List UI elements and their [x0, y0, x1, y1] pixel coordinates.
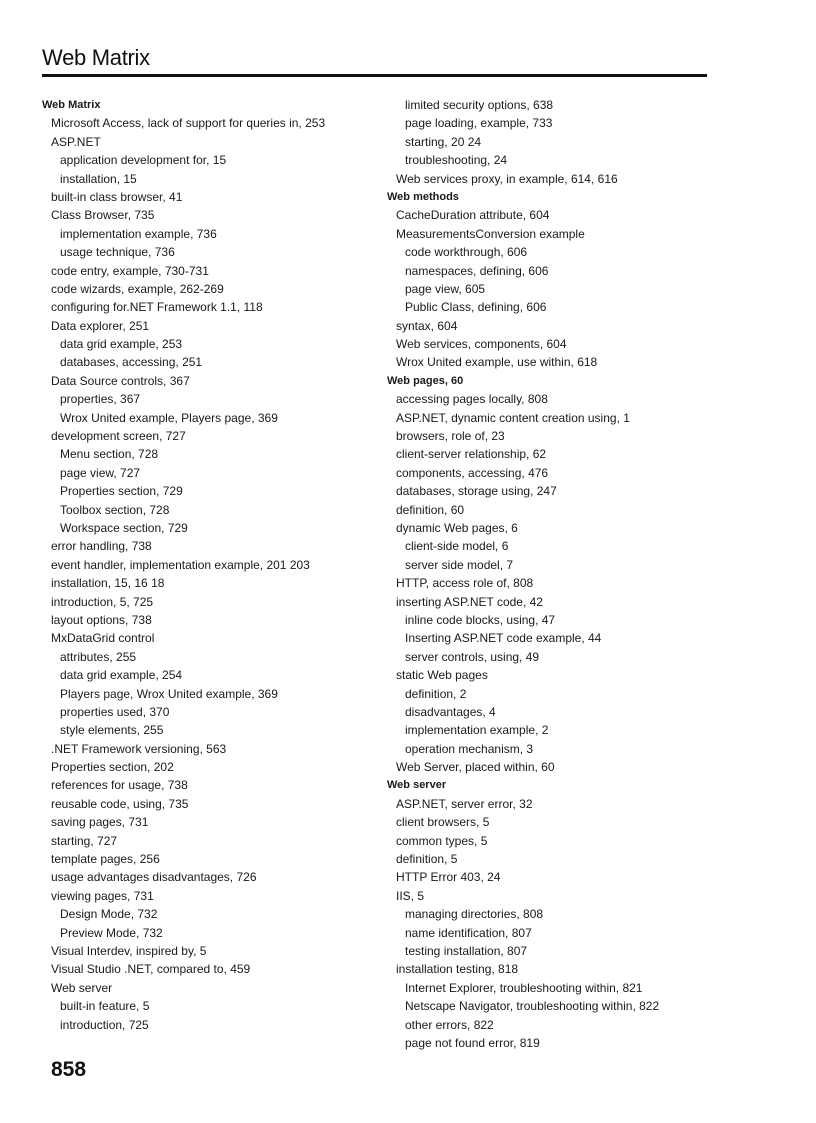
index-entry: accessing pages locally, 808 [396, 392, 548, 407]
index-subentry: data grid example, 254 [60, 668, 183, 683]
index-entry: IIS, 5 [396, 888, 425, 903]
index-entry: common types, 5 [396, 833, 488, 848]
index-entry: .NET Framework versioning, 563 [51, 741, 227, 756]
index-heading: Web Matrix [42, 99, 101, 111]
index-subentry: Players page, Wrox United example, 369 [60, 686, 278, 701]
index-entry: template pages, 256 [51, 852, 160, 867]
index-entry: ASP.NET, server error, 32 [396, 796, 533, 811]
index-subentry: properties used, 370 [60, 704, 170, 719]
index-subentry: application development for, 15 [60, 153, 227, 168]
index-subentry: managing directories, 808 [405, 907, 544, 922]
index-entry: HTTP, access role of, 808 [396, 576, 534, 591]
index-subentry: introduction, 725 [60, 1017, 149, 1032]
header-rule [42, 74, 707, 77]
index-subentry: Public Class, defining, 606 [405, 300, 547, 315]
index-subentry: page not found error, 819 [405, 1035, 540, 1050]
index-subentry: page loading, example, 733 [405, 116, 553, 131]
index-subentry: Inserting ASP.NET code example, 44 [405, 631, 602, 646]
index-entry: references for usage, 738 [51, 778, 188, 793]
index-subentry: Netscape Navigator, troubleshooting within, 822 [405, 999, 660, 1014]
index-subentry: namespaces, defining, 606 [405, 263, 549, 278]
index-subentry: code workthrough, 606 [405, 245, 528, 260]
index-subentry: disadvantages, 4 [405, 704, 496, 719]
index-subentry: implementation example, 736 [60, 226, 217, 241]
index-subentry: inline code blocks, using, 47 [405, 612, 556, 627]
index-entry: dynamic Web pages, 6 [396, 520, 518, 535]
index-subentry: properties, 367 [60, 392, 141, 407]
index-entry: client-server relationship, 62 [396, 447, 547, 462]
index-entry: code entry, example, 730-731 [51, 263, 209, 278]
index-subentry: Workspace section, 729 [60, 520, 188, 535]
index-subentry: starting, 20 24 [405, 134, 482, 149]
index-subentry: server controls, using, 49 [405, 649, 540, 664]
index-entry: Visual Studio .NET, compared to, 459 [51, 962, 251, 977]
index-subentry: definition, 2 [405, 686, 467, 701]
index-entry: saving pages, 731 [51, 815, 149, 830]
index-subentry: page view, 605 [405, 281, 486, 296]
index-entry: Web Server, placed within, 60 [396, 760, 555, 775]
index-subentry: Wrox United example, Players page, 369 [60, 410, 278, 425]
index-entry: inserting ASP.NET code, 42 [396, 594, 543, 609]
index-entry: layout options, 738 [51, 612, 152, 627]
index-entry: databases, storage using, 247 [396, 484, 557, 499]
index-entry: Web server [51, 980, 113, 995]
index-entry: event handler, implementation example, 201 203 [51, 557, 310, 572]
index-subentry: usage technique, 736 [60, 245, 175, 260]
index-entry: MeasurementsConversion example [396, 226, 585, 241]
index-entry: introduction, 5, 725 [51, 594, 154, 609]
index-heading: Web methods [387, 190, 459, 203]
index-entry: Data Source controls, 367 [51, 373, 190, 388]
index-entry: ASP.NET [51, 134, 101, 149]
index-heading: Web server [387, 779, 447, 792]
index-entry: Class Browser, 735 [51, 208, 155, 223]
index-subentry: implementation example, 2 [405, 723, 549, 738]
index-subentry: other errors, 822 [405, 1017, 494, 1032]
index-subentry: limited security options, 638 [405, 98, 554, 112]
index-subentry: Toolbox section, 728 [60, 502, 170, 517]
index-subentry: operation mechanism, 3 [405, 741, 534, 756]
index-entry: Visual Interdev, inspired by, 5 [51, 943, 207, 958]
index-column-right [387, 96, 717, 1052]
index-column-left [42, 96, 382, 1034]
index-entry: definition, 5 [396, 852, 458, 867]
index-entry: HTTP Error 403, 24 [396, 870, 501, 885]
index-subentry: attributes, 255 [60, 649, 137, 664]
index-entry: Properties section, 202 [51, 760, 174, 775]
index-entry: client browsers, 5 [396, 815, 490, 830]
index-entry: starting, 727 [51, 833, 118, 848]
index-subentry: Internet Explorer, troubleshooting within, 821 [405, 980, 643, 995]
index-entry: development screen, 727 [51, 429, 186, 444]
index-subentry: name identification, 807 [405, 925, 532, 940]
index-entry: reusable code, using, 735 [51, 796, 189, 811]
index-entry: CacheDuration attribute, 604 [396, 208, 550, 223]
index-entry: browsers, role of, 23 [396, 429, 505, 444]
index-subentry: client-side model, 6 [405, 539, 509, 554]
index-subentry: testing installation, 807 [405, 943, 528, 958]
index-entry: usage advantages disadvantages, 726 [51, 870, 257, 885]
index-entry: definition, 60 [396, 502, 465, 517]
index-entry: MxDataGrid control [51, 631, 155, 646]
index-entry: error handling, 738 [51, 539, 152, 554]
index-entry: code wizards, example, 262-269 [51, 281, 224, 296]
index-entry: static Web pages [396, 668, 488, 683]
index-entry: ASP.NET, dynamic content creation using, 1 [396, 410, 630, 425]
index-subentry: Menu section, 728 [60, 447, 159, 462]
index-entry: viewing pages, 731 [51, 888, 154, 903]
index-subentry: databases, accessing, 251 [60, 355, 203, 370]
index-entry: configuring for.NET Framework 1.1, 118 [51, 300, 263, 315]
index-entry: components, accessing, 476 [396, 465, 549, 480]
index-subentry: Preview Mode, 732 [60, 925, 163, 940]
running-head: Web Matrix [42, 45, 150, 70]
index-entry: Web services, components, 604 [396, 337, 567, 352]
index-entry: syntax, 604 [396, 318, 458, 333]
index-subentry: troubleshooting, 24 [405, 153, 508, 168]
page-number: 858 [51, 1058, 87, 1081]
index-entry: built-in class browser, 41 [51, 189, 183, 204]
index-subentry: Properties section, 729 [60, 484, 183, 499]
index-subentry: data grid example, 253 [60, 337, 183, 352]
index-heading: Web pages, 60 [387, 374, 464, 387]
index-subentry: server side model, 7 [405, 557, 514, 572]
index-entry: installation testing, 818 [396, 962, 519, 977]
index-subentry: installation, 15 [60, 171, 137, 186]
index-subentry: built-in feature, 5 [60, 999, 150, 1014]
index-entry: Web services proxy, in example, 614, 616 [396, 171, 618, 186]
index-entry: Wrox United example, use within, 618 [396, 355, 598, 370]
index-entry: installation, 15, 16 18 [51, 576, 165, 591]
index-entry: Data explorer, 251 [51, 318, 150, 333]
index-subentry: page view, 727 [60, 465, 141, 480]
index-subentry: Design Mode, 732 [60, 907, 158, 922]
index-subentry: style elements, 255 [60, 723, 164, 738]
index-entry: Microsoft Access, lack of support for queries in, 253 [51, 116, 326, 131]
